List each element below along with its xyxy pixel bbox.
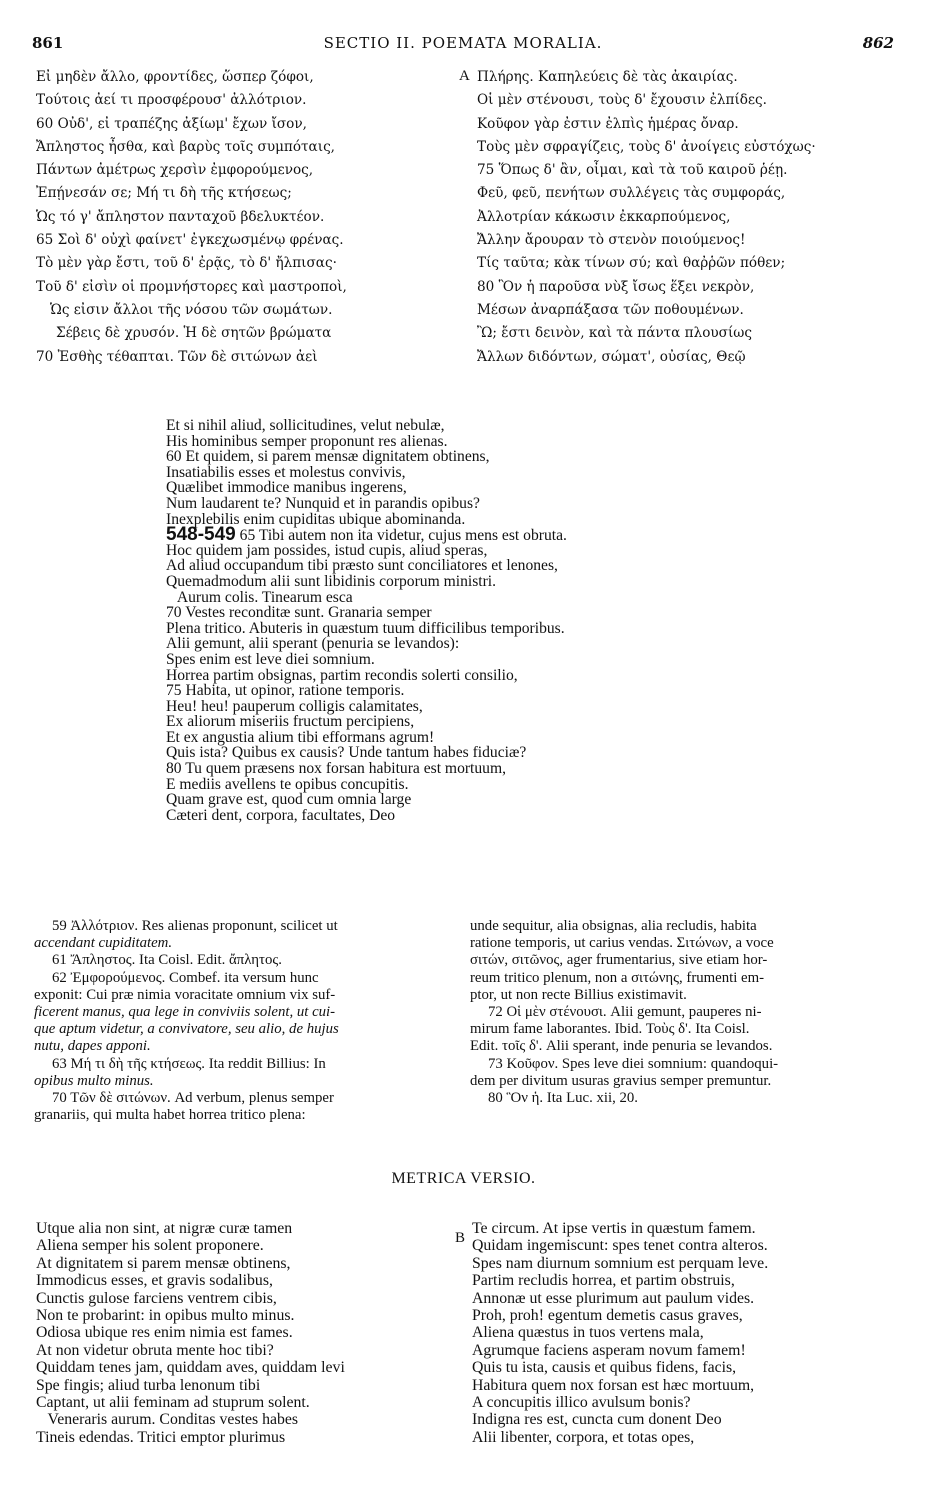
greek-line: Οἱ μὲν στένουσι, τοὺς δ' ἔχουσιν ἐλπίδες. [477, 92, 767, 109]
verse-line: Veneraris aurum. Conditas vestes habes [36, 1411, 299, 1429]
greek-line: 70 Ἐσθὴς τέθαπται. Τῶν δὲ σιτώνων ἀεὶ [36, 348, 318, 365]
footnote-line: que aptum videtur, a convivatore, seu alio, de hujus [34, 1021, 339, 1038]
verse-line: Quis tu ista, causis et quibus fidens, facis, [472, 1359, 737, 1377]
latin-line: Quælibet immodice manibus ingerens, [166, 479, 407, 497]
latin-line: Ad aliud occupandum tibi præsto sunt conciliatores et lenones, [166, 557, 558, 575]
greek-line: Κοῦφον γὰρ ἐστιν ἐλπὶς ἡμέρας ὄναρ. [477, 115, 739, 132]
greek-line: Τίς ταῦτα; κὰκ τίνων σύ; καὶ θαῤῥῶν πόθεν; [477, 255, 786, 272]
verse-line: At non videtur obruta mente hoc tibi? [36, 1341, 274, 1359]
footnote-line: reum tritico plenum, non a σιτώνης, frumenti em- [470, 969, 765, 986]
verse-line: Agrumque faciens asperam novum famem! [472, 1341, 746, 1359]
greek-line: Τούτοις ἀεί τι προσφέρουσ' ἀλλότριον. [36, 92, 307, 109]
footnote-line: unde sequitur, alia obsignas, alia recludis, habita [470, 918, 757, 934]
latin-line: Spes enim est leve diei somnium. [166, 650, 375, 668]
latin-line: His hominibus semper proponunt res alienas. [166, 432, 448, 450]
latin-line-text: 65 Tibi autem non ita videtur, cujus mens est obruta. [239, 527, 567, 545]
verse-line: Proh, proh! egentum demetis casus graves, [472, 1306, 743, 1324]
greek-text-right [477, 66, 897, 369]
verse-line: Spes nam diurnum somnium est perquam leve. [472, 1254, 769, 1272]
footnote-line: ficerent manus, qua lege in conviviis solent, ut cui- [34, 1003, 336, 1020]
verse-line: A concupitis illico avulsum bonis? [472, 1393, 691, 1411]
latin-prose-translation [166, 418, 726, 823]
greek-line: 65 Σοὶ δ' οὐχὶ φαίνετ' ἐγκεχωσμένῳ φρένας. [36, 232, 344, 249]
latin-line: Plena tritico. Abuteris in quæstum tuum difficilibus temporibus. [166, 619, 565, 637]
verse-line: Immodicus esses, et gravis sodalibus, [36, 1272, 273, 1290]
greek-line: 75 Ὅπως δ' ἂν, οἶμαι, καὶ τὰ τοῦ καιροῦ ῥέῃ. [477, 162, 788, 179]
footnote-line: mirum fame laborantes. Ibid. Τοὺς δ'. Ita Coisl. [470, 1021, 750, 1038]
margin-letter-a: A [459, 68, 470, 84]
greek-line: Τοὺς μὲν σφραγίζεις, τοὺς δ' ἀνοίγεις εὐστόχως· [477, 138, 816, 155]
page-number-right: 862 [862, 34, 894, 52]
verse-line: Odiosa ubique res enim nimia est fames. [36, 1324, 293, 1342]
footnote-line: Edit. τοῖς δ'. Alii sperant, inde penuria se levandos. [470, 1038, 773, 1055]
page-number-left: 861 [32, 34, 64, 52]
footnote-line: 61 Ἄπληστος. Ita Coisl. Edit. ἄπλητος. [52, 952, 282, 969]
greek-line: Πάντων ἀμέτρως χερσὶν ἐμφορούμενος, [36, 162, 314, 179]
footnote-line: 73 Κοῦφον. Spes leve diei somnium: quandoqui- [488, 1055, 779, 1072]
verse-line: Quiddam tenes jam, quiddam aves, quiddam levi [36, 1359, 345, 1377]
greek-line: Σέβεις δὲ χρυσόν. Ἡ δὲ σητῶν βρώματα [56, 325, 332, 342]
footnote-line: σιτών, σιτῶνος, ager frumentarius, sive etiam hor- [470, 952, 768, 969]
greek-line: 80 Ὃν ἡ παροῦσα νὺξ ἴσως ἕξει νεκρὸν, [477, 278, 755, 295]
latin-line: Heu! heu! pauperum colligis calamitates, [166, 697, 423, 715]
verse-line: At dignitatem si parem mensæ obtinens, [36, 1254, 291, 1272]
footnote-line: 72 Οἱ μὲν στένουσι. Alii gemunt, pauperes ni- [488, 1003, 762, 1020]
section-title: METRICA VERSIO. [391, 1170, 536, 1187]
footnote-line: ratione temporis, ut carius vendas. Σιτώνων, a voce [470, 935, 774, 952]
latin-line: Et ex angustia alium tibi efformans agrum! [166, 728, 435, 746]
latin-line: Num laudarent te? Nunquid et in parandis opibus? [166, 494, 480, 512]
verse-line: Habitura quem nox forsan est hæc mortuum, [472, 1376, 755, 1394]
greek-line: Ὡς εἰσιν ἄλλοι τῆς νόσου τῶν σωμάτων. [50, 301, 333, 318]
verse-line: Non te probarint: in opibus multo minus. [36, 1306, 295, 1324]
footnote-line: 80 Ὃν ἡ. Ita Luc. xii, 20. [488, 1089, 638, 1106]
latin-line: E mediis avellens te opibus concupitis. [166, 775, 409, 793]
footnotes-left [34, 918, 454, 1124]
metrical-verse-left [36, 1220, 436, 1446]
verse-line: Annonæ ut esse plurimum aut paulum vides. [472, 1289, 755, 1307]
verse-line: Utque alia non sint, at nigræ curæ tamen [36, 1220, 293, 1237]
latin-line: 60 Et quidem, si parem mensæ dignitatem obtinens, [166, 448, 490, 466]
footnote-line: 59 Ἀλλότριον. Res alienas proponunt, scilicet ut [52, 918, 338, 934]
verse-line: Spe fingis; aliud turba lenonum tibi [36, 1376, 261, 1394]
greek-line: Εἰ μηδὲν ἄλλο, φροντίδες, ὥσπερ ζόφοι, [36, 69, 314, 85]
footnote-line: accendant cupiditatem. [34, 935, 173, 952]
greek-line: 60 Οὐδ', εἰ τραπέζης ἀξίωμ' ἔχων ἴσον, [36, 115, 307, 132]
latin-line: 70 Vestes reconditæ sunt. Granaria semper [166, 604, 432, 622]
latin-line: Quam grave est, quod cum omnia large [166, 791, 412, 809]
footnote-line: opibus multo minus. [34, 1072, 154, 1089]
greek-line: Ἄπληστος ἦσθα, καὶ βαρὺς τοῖς συμπόταις, [36, 138, 336, 155]
greek-line: Ὡς τό γ' ἄπληστον πανταχοῦ βδελυκτέον. [36, 208, 325, 225]
footnotes-right [470, 918, 900, 1107]
latin-line: Insatiabilis esses et molestus convivis, [166, 463, 406, 481]
latin-line [166, 524, 726, 546]
verse-line: Captant, ut alii feminam ad stuprum solent. [36, 1393, 310, 1411]
greek-line: Ἄλλων διδόντων, σώματ', οὐσίας, Θεῷ [477, 348, 746, 365]
verse-line: Alii libenter, corpora, et totas opes, [472, 1428, 695, 1446]
verse-line: Partim recludis horrea, et partim obstruis, [472, 1272, 735, 1290]
greek-text-left [36, 66, 436, 369]
metrical-verse-right [472, 1220, 902, 1446]
latin-line: 75 Habita, ut opinor, ratione temporis. [166, 682, 405, 700]
verse-line: Aliena quæstus in tuos vertens mala, [472, 1324, 704, 1342]
latin-line: Aurum colis. Tinearum esca [166, 588, 353, 606]
greek-line: Ἀλλοτρίαν κάκωσιν ἐκκαρπούμενος, [477, 208, 731, 225]
greek-line: Φεῦ, φεῦ, πενήτων συλλέγεις τὰς συμφοράς, [477, 185, 786, 202]
footnote-line: ptor, ut non recte Billius existimavit. [470, 986, 687, 1003]
latin-line: Et si nihil aliud, sollicitudines, velut nebulæ, [166, 417, 445, 434]
running-title: SECTIO II. POEMATA MORALIA. [323, 34, 603, 52]
footnote-line: exponit: Cui præ nimia voracitate omnium vix suf- [34, 986, 336, 1003]
footnote-line: 63 Μή τι δὴ τῆς κτήσεως. Ita reddit Billius: In [52, 1055, 326, 1072]
greek-line: Τὸ μὲν γὰρ ἔστι, τοῦ δ' ἐρᾷς, τὸ δ' ἤλπισας· [36, 255, 337, 272]
verse-line: Indigna res est, cuncta cum donent Deo [472, 1411, 722, 1429]
greek-line: Ὢ; ἔστι δεινὸν, καὶ τὰ πάντα πλουσίως [477, 325, 752, 342]
footnote-line: 70 Τῶν δὲ σιτώνων. Ad verbum, plenus semper [52, 1089, 334, 1106]
verse-line: Quidam ingemiscunt: spes tenet contra alteros. [472, 1237, 768, 1255]
latin-line: Inexplebilis enim cupiditas ubique abominanda. [166, 510, 466, 528]
footnote-line: dem per divitum usuras gravius semper premuntur. [470, 1072, 772, 1089]
footnote-line: nutu, dapes apponi. [34, 1038, 151, 1055]
latin-line: Quemadmodum alii sunt libidinis corporum ministri. [166, 572, 497, 590]
greek-line: Πλήρης. Καπηλεύεις δὲ τὰς ἀκαιρίας. [477, 69, 738, 85]
latin-line: Alii gemunt, alii sperant (penuria se levandos): [166, 635, 460, 653]
verse-line: Te circum. At ipse vertis in quæstum famem. [472, 1220, 756, 1237]
footnote-line: 62 Ἐμφορούμενος. Combef. ita versum hunc [52, 969, 319, 986]
verse-line: Tineis edendas. Tritici emptor plurimus [36, 1428, 286, 1446]
greek-line: Ἄλλην ἄρουραν τὸ στενὸν ποιούμενος! [477, 232, 746, 249]
latin-line: Cæteri dent, corpora, facultates, Deo [166, 806, 396, 824]
greek-line: Μέσων ἀναρπάξασα τῶν ποθουμένων. [477, 301, 744, 318]
page-header [32, 34, 894, 56]
verse-line: Aliena semper his solent proponere. [36, 1237, 264, 1255]
margin-letter-b: B [455, 1230, 466, 1246]
column-number-marker: 548-549 [166, 524, 236, 546]
latin-line: Ex aliorum miseriis fructum percipiens, [166, 713, 415, 731]
latin-line: Quis ista? Quibus ex causis? Unde tantum habes fiduciæ? [166, 744, 527, 762]
verse-line: Cunctis gulose farciens ventrem cibis, [36, 1289, 277, 1307]
footnote-line: granariis, qui multa habet horrea tritico plena: [34, 1107, 306, 1124]
greek-line: Ἐπῄνεσάν σε; Μή τι δὴ τῆς κτήσεως; [36, 185, 292, 202]
greek-line: Τοῦ δ' εἰσὶν οἱ προμνήστορες καὶ μαστροποὶ, [36, 278, 347, 295]
latin-line: 80 Tu quem præsens nox forsan habitura est mortuum, [166, 760, 507, 778]
latin-line: Horrea partim obsignas, partim recondis solerti consilio, [166, 666, 518, 684]
latin-line: Hoc quidem jam possides, istud cupis, aliud speras, [166, 541, 488, 559]
